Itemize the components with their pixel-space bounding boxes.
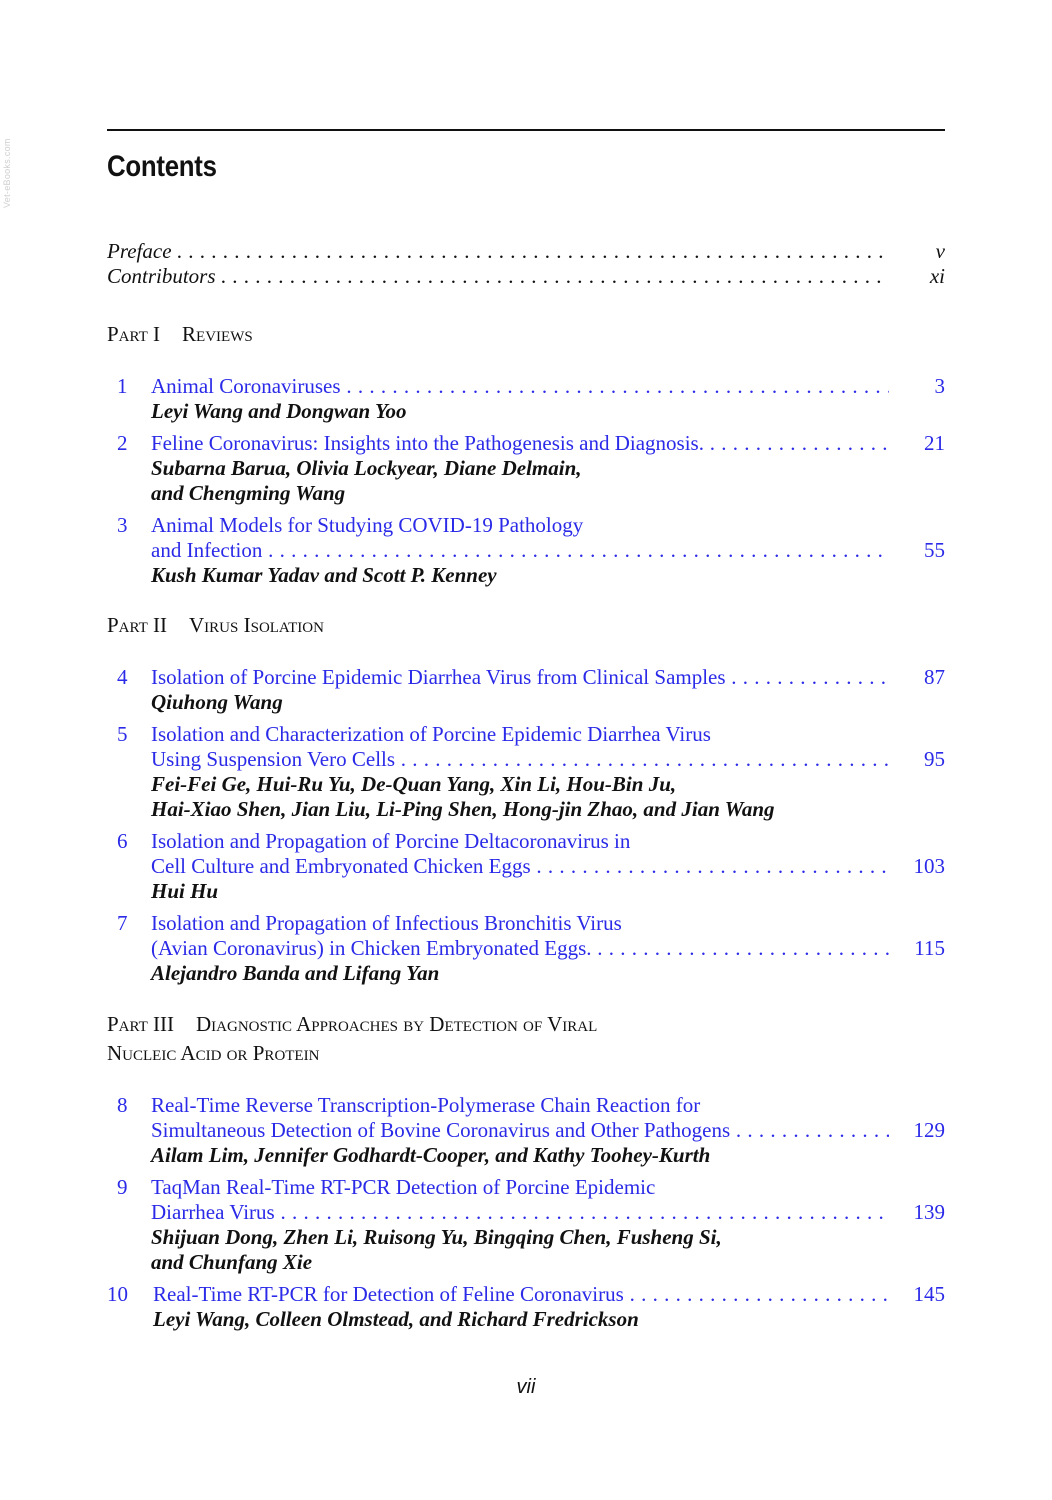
chapter-title-cont: and Infection . . . — [151, 537, 889, 563]
chapter-title: TaqMan Real-Time RT-PCR Detection of Porcine Epidemic — [151, 1175, 656, 1199]
chapter-authors — [0, 878, 1052, 904]
toc-entry-chapter-9[interactable] — [0, 1174, 1052, 1200]
toc-entry-chapter-8[interactable] — [0, 1092, 1052, 1118]
page-number: xi — [929, 264, 945, 288]
part-heading — [107, 320, 253, 349]
chapter-authors — [0, 562, 1052, 588]
page-number: 95 — [924, 747, 945, 771]
part-title: Virus Isolation — [189, 613, 324, 637]
chapter-title: Feline Coronavirus: Insights into the Pathogenesis and Diagnosis. . . . — [151, 430, 889, 456]
authors-line: and Chengming Wang — [151, 481, 346, 505]
toc-entry-chapter-6-cont[interactable] — [0, 853, 1052, 879]
chapter-title-cont: Cell Culture and Embryonated Chicken Eggs . . . — [151, 853, 889, 879]
toc-entry-chapter-5-cont[interactable] — [0, 746, 1052, 772]
chapter-title-cont: Diarrhea Virus . . . — [151, 1199, 889, 1225]
chapter-authors — [0, 796, 1052, 822]
chapter-title: Animal Models for Studying COVID-19 Pathology — [151, 513, 584, 537]
toc-entry-chapter-7-cont[interactable] — [0, 935, 1052, 961]
part-heading — [107, 611, 324, 640]
page-number: 139 — [913, 1200, 945, 1224]
chapter-authors — [0, 1249, 1052, 1275]
chapter-authors — [0, 1224, 1052, 1250]
toc-entry-chapter-7[interactable] — [0, 910, 1052, 936]
toc-entry-chapter-1[interactable] — [0, 373, 1052, 399]
authors-line: Subarna Barua, Olivia Lockyear, Diane Delmain, — [151, 456, 582, 480]
authors-line: Hai-Xiao Shen, Jian Liu, Li-Ping Shen, Hong-jin Zhao, and Jian Wang — [151, 797, 775, 821]
toc-entry-contributors[interactable] — [0, 263, 1052, 289]
authors-line: Ailam Lim, Jennifer Godhardt-Cooper, and Kathy Toohey-Kurth — [151, 1143, 711, 1167]
page-title: Contents — [107, 150, 217, 183]
toc-entry-chapter-8-cont[interactable] — [0, 1117, 1052, 1143]
chapter-number: 4 — [117, 665, 128, 689]
part-title-cont: Nucleic Acid or Protein — [107, 1041, 320, 1065]
chapter-authors — [0, 771, 1052, 797]
part-title: Diagnostic Approaches by Detection of Viral — [196, 1012, 598, 1036]
part-label: Part I — [107, 322, 161, 346]
authors-line: Hui Hu — [151, 879, 219, 903]
toc-entry-chapter-6[interactable] — [0, 828, 1052, 854]
chapter-title-cont: Simultaneous Detection of Bovine Coronavirus and Other Pathogens . . . — [151, 1117, 889, 1143]
toc-entry-chapter-2[interactable] — [0, 430, 1052, 456]
toc-entry-preface[interactable] — [0, 238, 1052, 264]
chapter-title: Isolation of Porcine Epidemic Diarrhea Virus from Clinical Samples . . . — [151, 664, 889, 690]
chapter-authors — [0, 480, 1052, 506]
authors-line: Leyi Wang and Dongwan Yoo — [151, 399, 407, 423]
chapter-number: 8 — [117, 1093, 128, 1117]
authors-line: Kush Kumar Yadav and Scott P. Kenney — [151, 563, 497, 587]
chapter-title: Isolation and Characterization of Porcine Epidemic Diarrhea Virus — [151, 722, 711, 746]
chapter-title-cont: Using Suspension Vero Cells . . . — [151, 746, 889, 772]
page-number: 21 — [924, 431, 945, 455]
authors-line: and Chunfang Xie — [151, 1250, 313, 1274]
header-rule — [107, 129, 945, 131]
page-number: 87 — [924, 665, 945, 689]
chapter-title: Isolation and Propagation of Porcine Deltacoronavirus in — [151, 829, 631, 853]
toc-entry-chapter-9-cont[interactable] — [0, 1199, 1052, 1225]
chapter-number: 3 — [117, 513, 128, 537]
chapter-number: 7 — [117, 911, 128, 935]
page-number: 145 — [913, 1282, 945, 1306]
chapter-authors — [0, 689, 1052, 715]
chapter-title: Isolation and Propagation of Infectious Bronchitis Virus — [151, 911, 622, 935]
toc-entry-chapter-10[interactable] — [0, 1281, 1052, 1307]
chapter-title: Real-Time Reverse Transcription-Polymerase Chain Reaction for — [151, 1093, 701, 1117]
chapter-title: Real-Time RT-PCR for Detection of Feline Coronavirus . . . — [153, 1281, 889, 1307]
authors-line: Fei-Fei Ge, Hui-Ru Yu, De-Quan Yang, Xin Li, Hou-Bin Ju, — [151, 772, 677, 796]
part-heading-cont — [107, 1039, 319, 1068]
authors-line: Shijuan Dong, Zhen Li, Ruisong Yu, Bingqing Chen, Fusheng Si, — [151, 1225, 722, 1249]
chapter-number: 9 — [117, 1175, 128, 1199]
chapter-authors — [0, 1142, 1052, 1168]
part-heading — [107, 1010, 597, 1039]
chapter-number: 5 — [117, 722, 128, 746]
chapter-title-cont: (Avian Coronavirus) in Chicken Embryonated Eggs. . . . — [151, 935, 889, 961]
authors-line: Alejandro Banda and Lifang Yan — [151, 961, 440, 985]
page-number: 55 — [924, 538, 945, 562]
page-number: v — [935, 239, 945, 263]
page-number: 3 — [934, 374, 945, 398]
entry-title: Preface . . . — [107, 238, 889, 264]
toc-entry-chapter-4[interactable] — [0, 664, 1052, 690]
chapter-title: Animal Coronaviruses . . . — [151, 373, 889, 399]
authors-line: Qiuhong Wang — [151, 690, 283, 714]
chapter-authors — [0, 455, 1052, 481]
toc-entry-chapter-3-cont[interactable] — [0, 537, 1052, 563]
page-number: 115 — [914, 936, 945, 960]
page-number: 129 — [913, 1118, 945, 1142]
toc-entry-chapter-3[interactable] — [0, 512, 1052, 538]
chapter-authors — [0, 1306, 1052, 1332]
part-label: Part III — [107, 1012, 175, 1036]
part-label: Part II — [107, 613, 168, 637]
chapter-authors — [0, 398, 1052, 424]
toc-entry-chapter-5[interactable] — [0, 721, 1052, 747]
page-number: 103 — [913, 854, 945, 878]
part-title: Reviews — [182, 322, 253, 346]
watermark: Vet-eBooks.com — [2, 138, 12, 208]
chapter-number: 2 — [117, 431, 128, 455]
chapter-authors — [0, 960, 1052, 986]
entry-title: Contributors . . . — [107, 263, 889, 289]
chapter-number: 6 — [117, 829, 128, 853]
chapter-number: 1 — [117, 374, 128, 398]
chapter-number: 10 — [107, 1282, 128, 1306]
page-folio: vii — [516, 1376, 536, 1398]
authors-line: Leyi Wang, Colleen Olmstead, and Richard Fredrickson — [153, 1307, 639, 1331]
